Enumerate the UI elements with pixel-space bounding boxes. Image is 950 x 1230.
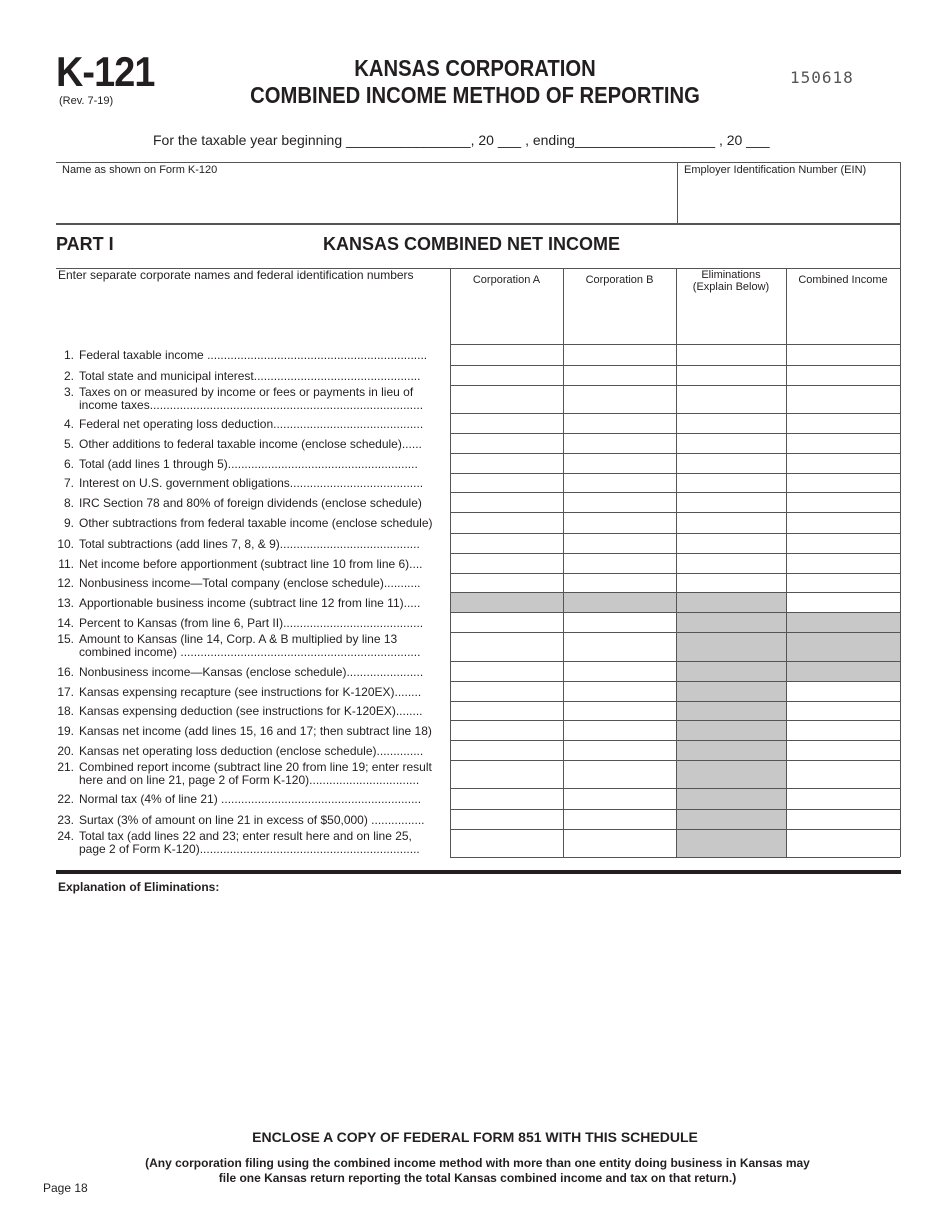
- amount-input-cell[interactable]: [677, 534, 786, 553]
- line-number: 16.: [57, 664, 74, 679]
- column-header-sublabel: (Explain Below): [692, 281, 770, 293]
- column-header: [450, 274, 563, 286]
- line-description: Kansas expensing deduction (see instructions for K-120EX)........: [79, 705, 423, 718]
- line-description: Apportionable business income (subtract line 12 from line 11).....: [79, 596, 421, 610]
- line-number: 19.: [57, 723, 74, 738]
- line-item: [56, 814, 450, 832]
- grid-line: [900, 268, 901, 857]
- revision-date: (Rev. 7-19): [59, 95, 114, 107]
- column-header-label: Combined Income: [798, 274, 888, 286]
- amount-input-cell[interactable]: [451, 474, 563, 492]
- column-header: [786, 274, 900, 286]
- amount-input-cell[interactable]: [787, 593, 900, 612]
- column-header-label: Corporation B: [585, 274, 654, 286]
- amount-input-cell[interactable]: [677, 366, 786, 385]
- line-item: [56, 386, 450, 412]
- line-number: 2.: [63, 368, 74, 383]
- line-description: Kansas net income (add lines 15, 16 and 17; then subtract line 18): [79, 724, 432, 738]
- amount-input-cell[interactable]: [787, 414, 900, 433]
- page-number: Page 18: [43, 1181, 88, 1195]
- line-item: [56, 577, 450, 594]
- form-code: 150618: [790, 68, 854, 87]
- line-item: [56, 558, 450, 576]
- column-header-label: Corporation A: [472, 274, 541, 286]
- amount-input-cell[interactable]: [564, 513, 676, 533]
- amount-input-cell[interactable]: [564, 633, 676, 661]
- line-description: Total state and municipal interest..................................................: [79, 369, 421, 383]
- line-number: 3.: [63, 385, 74, 399]
- line-item: [56, 349, 450, 368]
- amount-input-cell[interactable]: [564, 414, 676, 433]
- name-field-label: Name as shown on Form K-120: [62, 164, 218, 176]
- amount-input-cell[interactable]: [564, 366, 676, 385]
- line-number: 18.: [57, 704, 74, 718]
- part-label: PART I: [56, 234, 114, 254]
- part-title: KANSAS COMBINED NET INCOME: [323, 234, 621, 254]
- line-item: [56, 418, 450, 436]
- line-description-continued: here and on line 21, page 2 of Form K-120).................................: [79, 774, 420, 787]
- line-number: 8.: [63, 495, 74, 510]
- line-number: 13.: [57, 595, 74, 610]
- form-number: K-121: [56, 48, 155, 95]
- amount-input-cell[interactable]: [787, 386, 900, 413]
- line-number: 1.: [63, 348, 74, 362]
- amount-input-cell[interactable]: [787, 366, 900, 385]
- line-item: [56, 438, 450, 456]
- column-header: [676, 269, 786, 293]
- amount-input-cell[interactable]: [564, 702, 676, 720]
- line-description-continued: combined income) ........................................................................: [79, 646, 421, 659]
- line-number: 5.: [63, 436, 74, 451]
- line-description: Kansas expensing recapture (see instructions for K-120EX)........: [79, 685, 422, 699]
- amount-input-cell[interactable]: [451, 613, 563, 632]
- explanation-field[interactable]: [56, 900, 901, 1100]
- line-description: Total (add lines 1 through 5).........................................................: [79, 457, 418, 471]
- amount-input-cell[interactable]: [677, 386, 786, 413]
- amount-input-cell[interactable]: [451, 682, 563, 701]
- line-number: 11.: [58, 556, 74, 571]
- line-item: [56, 761, 450, 787]
- amount-input-cell[interactable]: [564, 810, 676, 829]
- amount-input-cell[interactable]: [787, 534, 900, 553]
- line-description: Federal net operating loss deduction.............................................: [79, 417, 424, 431]
- line-description: Normal tax (4% of line 21) ............................................................: [79, 793, 422, 806]
- line-description: Other subtractions from federal taxable income (enclose schedule): [79, 517, 433, 530]
- line-number: 15.: [57, 632, 74, 646]
- line-number: 23.: [57, 812, 74, 827]
- column-header-label: Eliminations: [701, 269, 761, 281]
- filing-note-line-2: file one Kansas return reporting the total Kansas combined income and tax on that return.): [218, 1171, 737, 1185]
- line-description: Combined report income (subtract line 20 from line 19; enter result: [79, 761, 432, 774]
- line-item: [56, 458, 450, 476]
- line-number: 7.: [63, 476, 74, 490]
- amount-input-cell[interactable]: [677, 554, 786, 573]
- grid-line: [450, 268, 900, 269]
- line-item: [56, 725, 450, 743]
- amount-input-cell[interactable]: [451, 789, 563, 809]
- amount-input-cell[interactable]: [564, 386, 676, 413]
- amount-input-cell[interactable]: [564, 454, 676, 473]
- line-number: 12.: [57, 576, 74, 590]
- line-description: Total tax (add lines 22 and 23; enter result here and on line 25,: [79, 830, 412, 843]
- column-header: [563, 274, 676, 286]
- amount-input-cell[interactable]: [677, 474, 786, 492]
- amount-input-cell[interactable]: [787, 682, 900, 701]
- amount-input-cell[interactable]: [451, 434, 563, 453]
- line-item: [56, 497, 450, 515]
- corporate-names-instruction: Enter separate corporate names and federal identification numbers: [58, 268, 414, 282]
- line-description: Federal taxable income ..................................................................: [79, 349, 428, 362]
- amount-input-cell[interactable]: [451, 493, 563, 512]
- line-item: [56, 633, 450, 660]
- amount-input-cell[interactable]: [787, 345, 900, 365]
- line-description-continued: income taxes..................................................................................: [79, 399, 424, 412]
- amount-input-cell[interactable]: [787, 454, 900, 473]
- line-item: [56, 745, 450, 763]
- amount-input-cell[interactable]: [787, 554, 900, 573]
- line-item: [56, 517, 450, 536]
- line-description: IRC Section 78 and 80% of foreign dividends (enclose schedule): [79, 496, 422, 510]
- amount-input-cell[interactable]: [564, 682, 676, 701]
- amount-input-cell[interactable]: [677, 513, 786, 533]
- line-description: Nonbusiness income—Kansas (enclose schedule).......................: [79, 665, 424, 679]
- line-number: 9.: [63, 516, 74, 530]
- explanation-label: Explanation of Eliminations:: [58, 880, 220, 894]
- amount-input-cell[interactable]: [564, 493, 676, 512]
- line-description: Other additions to federal taxable income (enclose schedule)......: [79, 437, 422, 451]
- amount-input-cell[interactable]: [451, 574, 563, 592]
- line-description: Surtax (3% of amount on line 21 in excess of $50,000) ................: [79, 813, 425, 827]
- amount-input-cell[interactable]: [451, 366, 563, 385]
- line-description: Amount to Kansas (line 14, Corp. A & B multiplied by line 13: [79, 633, 398, 646]
- amount-input-cell[interactable]: [564, 574, 676, 592]
- line-number: 14.: [57, 615, 74, 630]
- line-item: [56, 477, 450, 494]
- amount-input-cell[interactable]: [451, 345, 563, 365]
- amount-input-cell[interactable]: [787, 513, 900, 533]
- amount-input-cell[interactable]: [677, 414, 786, 433]
- amount-input-cell[interactable]: [451, 702, 563, 720]
- amount-input-cell[interactable]: [451, 513, 563, 533]
- line-number: 24.: [57, 829, 74, 843]
- amount-input-cell[interactable]: [451, 761, 563, 788]
- amount-input-cell[interactable]: [787, 574, 900, 592]
- line-number: 10.: [57, 536, 74, 551]
- grid-line: [450, 857, 900, 858]
- amount-input-cell[interactable]: [787, 810, 900, 829]
- amount-input-cell[interactable]: [451, 662, 563, 681]
- line-item: [56, 617, 450, 635]
- amount-input-cell[interactable]: [564, 721, 676, 740]
- amount-input-cell[interactable]: [787, 493, 900, 512]
- amount-input-cell[interactable]: [564, 434, 676, 453]
- amount-input-cell[interactable]: [451, 810, 563, 829]
- amount-input-cell[interactable]: [564, 761, 676, 788]
- line-number: 6.: [63, 456, 74, 471]
- amount-input-cell[interactable]: [564, 554, 676, 573]
- line-item: [56, 686, 450, 704]
- line-description: Net income before apportionment (subtract line 10 from line 6)....: [79, 557, 423, 571]
- amount-input-cell[interactable]: [451, 721, 563, 740]
- ein-field-label: Employer Identification Number (EIN): [684, 164, 867, 176]
- amount-input-cell[interactable]: [564, 789, 676, 809]
- amount-input-cell[interactable]: [564, 662, 676, 681]
- line-item: [56, 666, 450, 684]
- grid-line: [56, 268, 450, 269]
- line-number: 4.: [63, 416, 74, 431]
- line-item: [56, 705, 450, 722]
- line-number: 22.: [57, 792, 74, 806]
- amount-input-cell[interactable]: [451, 454, 563, 473]
- line-item: [56, 830, 450, 856]
- amount-input-cell[interactable]: [451, 386, 563, 413]
- filing-note-line-1: (Any corporation filing using the combined income method with more than one entity doing business in Kansas may: [145, 1156, 810, 1170]
- amount-input-cell[interactable]: [677, 345, 786, 365]
- amount-input-cell[interactable]: [787, 474, 900, 492]
- line-item: [56, 597, 450, 615]
- line-description: Interest on U.S. government obligations........................................: [79, 477, 424, 490]
- amount-input-cell[interactable]: [564, 830, 676, 857]
- amount-input-cell[interactable]: [451, 414, 563, 433]
- line-item: [56, 538, 450, 556]
- amount-input-cell[interactable]: [451, 554, 563, 573]
- amount-input-cell[interactable]: [564, 741, 676, 760]
- amount-input-cell[interactable]: [787, 702, 900, 720]
- form-title-line-1: KANSAS CORPORATION: [354, 55, 596, 81]
- amount-input-cell[interactable]: [677, 493, 786, 512]
- line-number: 20.: [57, 743, 74, 758]
- shaded-cell: [786, 612, 900, 681]
- enclose-note: ENCLOSE A COPY OF FEDERAL FORM 851 WITH THIS SCHEDULE: [252, 1129, 698, 1145]
- amount-input-cell[interactable]: [677, 434, 786, 453]
- taxable-year-line: For the taxable year beginning ________________, 20 ___ , ending__________________ , 20 ___: [153, 132, 770, 148]
- amount-input-cell[interactable]: [677, 574, 786, 592]
- line-item: [56, 370, 450, 388]
- amount-input-cell[interactable]: [564, 474, 676, 492]
- line-number: 17.: [57, 684, 74, 699]
- amount-input-cell[interactable]: [564, 613, 676, 632]
- amount-input-cell[interactable]: [564, 534, 676, 553]
- line-description: Kansas net operating loss deduction (enclose schedule)..............: [79, 744, 424, 758]
- amount-input-cell[interactable]: [451, 633, 563, 661]
- line-item: [56, 793, 450, 812]
- line-description: Nonbusiness income—Total company (enclose schedule)...........: [79, 577, 421, 590]
- amount-input-cell[interactable]: [787, 761, 900, 788]
- line-description-continued: page 2 of Form K-120)..................................................................: [79, 843, 420, 856]
- amount-input-cell[interactable]: [787, 789, 900, 809]
- amount-input-cell[interactable]: [787, 741, 900, 760]
- line-description: Taxes on or measured by income or fees or payments in lieu of: [79, 386, 414, 399]
- amount-input-cell[interactable]: [451, 830, 563, 857]
- section-divider: [56, 870, 901, 874]
- line-number: 21.: [57, 760, 74, 774]
- amount-input-cell[interactable]: [451, 534, 563, 553]
- amount-input-cell[interactable]: [564, 345, 676, 365]
- amount-input-cell[interactable]: [787, 830, 900, 857]
- amount-input-cell[interactable]: [677, 454, 786, 473]
- line-description: Percent to Kansas (from line 6, Part II)..........................................: [79, 616, 424, 630]
- amount-input-cell[interactable]: [451, 741, 563, 760]
- amount-input-cell[interactable]: [787, 434, 900, 453]
- form-title-line-2: COMBINED INCOME METHOD OF REPORTING: [250, 82, 700, 108]
- line-description: Total subtractions (add lines 7, 8, & 9)..........................................: [79, 537, 420, 551]
- amount-input-cell[interactable]: [787, 721, 900, 740]
